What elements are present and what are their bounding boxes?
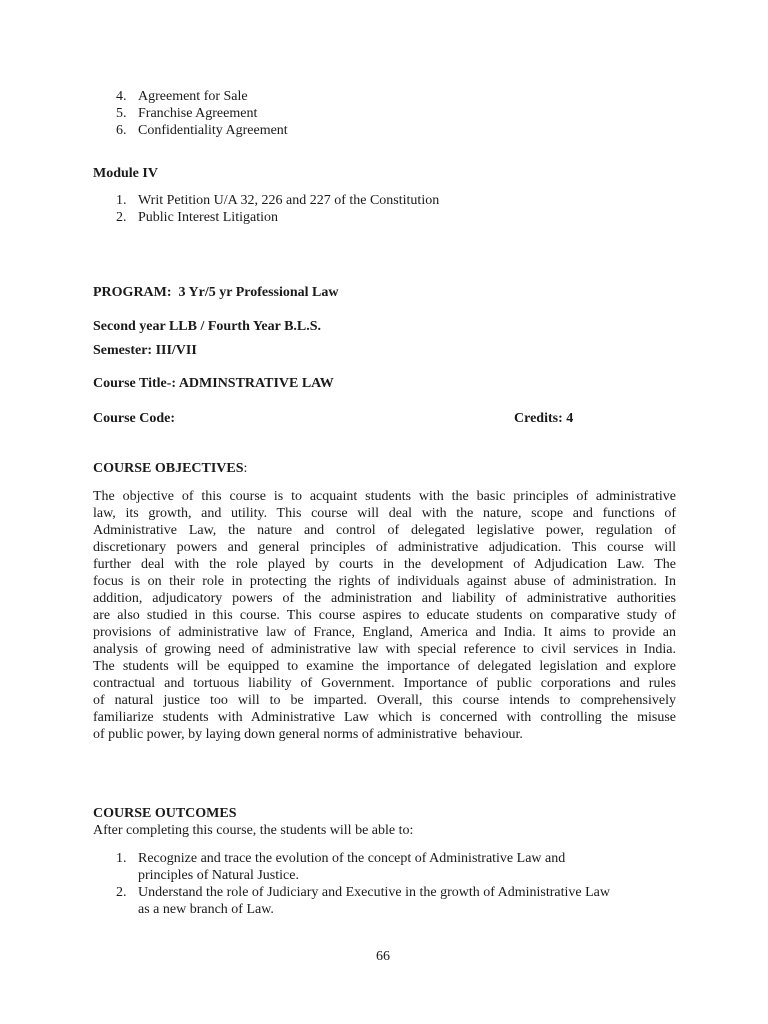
objectives-paragraph <box>93 488 676 743</box>
outcomes-heading: COURSE OUTCOMES <box>93 806 237 821</box>
paragraph-line: Administrative Law, the nature and control of delegated legislative power, regulation of <box>93 523 676 538</box>
paragraph-line: The students will be equipped to examine the importance of delegated legislation and explore <box>93 659 676 674</box>
page-number: 66 <box>376 949 390 964</box>
paragraph-line: analysis of growing need of administrative law with special reference to civil services in India. <box>93 642 676 657</box>
paragraph-line: The objective of this course is to acquaint students with the basic principles of administrative <box>93 489 676 504</box>
year-heading: Second year LLB / Fourth Year B.L.S. <box>93 319 322 334</box>
list-item: 5. Franchise Agreement <box>116 106 258 121</box>
list-item: 2. Public Interest Litigation <box>116 210 278 225</box>
paragraph-line: of natural justice too will to be imparted. Overall, this course intends to comprehensively <box>93 693 676 708</box>
credits-label: Credits: 4 <box>514 411 574 426</box>
paragraph-line: of public power, by laying down general norms of administrative behaviour. <box>93 727 523 742</box>
course-code-label: Course Code: <box>93 411 176 426</box>
list-item: 6. Confidentiality Agreement <box>116 123 288 138</box>
list-item: 1. Recognize and trace the evolution of the concept of Administrative Law and principles of Natural Justice. <box>116 851 566 883</box>
paragraph-line: focus is on their role in protecting the rights of individuals against abuse of administration. In <box>93 574 676 589</box>
objectives-heading: COURSE OBJECTIVES: <box>93 461 248 476</box>
paragraph-line: discretionary powers and general principles of administrative adjudication. This course will <box>93 540 676 555</box>
paragraph-line: further deal with the role played by courts in the development of Adjudication Law. The <box>93 557 676 572</box>
program-heading: PROGRAM: 3 Yr/5 yr Professional Law <box>93 285 339 300</box>
list-item: 4. Agreement for Sale <box>116 89 248 104</box>
semester-heading: Semester: III/VII <box>93 343 197 358</box>
course-title: Course Title-: ADMINSTRATIVE LAW <box>93 376 334 391</box>
list-item: 1. Writ Petition U/A 32, 226 and 227 of the Constitution <box>116 193 440 208</box>
paragraph-line: law, its growth, and utility. This course will deal with the nature, scope and functions of <box>93 506 676 521</box>
list-item: 2. Understand the role of Judiciary and Executive in the growth of Administrative Law as a new branch of Law. <box>116 885 610 917</box>
outcomes-list <box>116 850 610 918</box>
paragraph-line: provisions of administrative law of France, England, America and India. It aims to provide an <box>93 625 676 640</box>
paragraph-line: contractual and tortuous liability of Government. Importance of public corporations and rules <box>93 676 676 691</box>
paragraph-line: familiarize students with Administrative Law which is concerned with controlling the misuse <box>93 710 676 725</box>
module-list <box>116 192 439 226</box>
agreement-list <box>116 88 288 139</box>
module-heading: Module IV <box>93 166 158 181</box>
outcomes-intro: After completing this course, the students will be able to: <box>93 823 414 838</box>
paragraph-line: addition, adjudicatory powers of the administration and liability of administrative authorities <box>93 591 676 606</box>
paragraph-line: are also studied in this course. This course aspires to educate students on comparative study of <box>93 608 676 623</box>
